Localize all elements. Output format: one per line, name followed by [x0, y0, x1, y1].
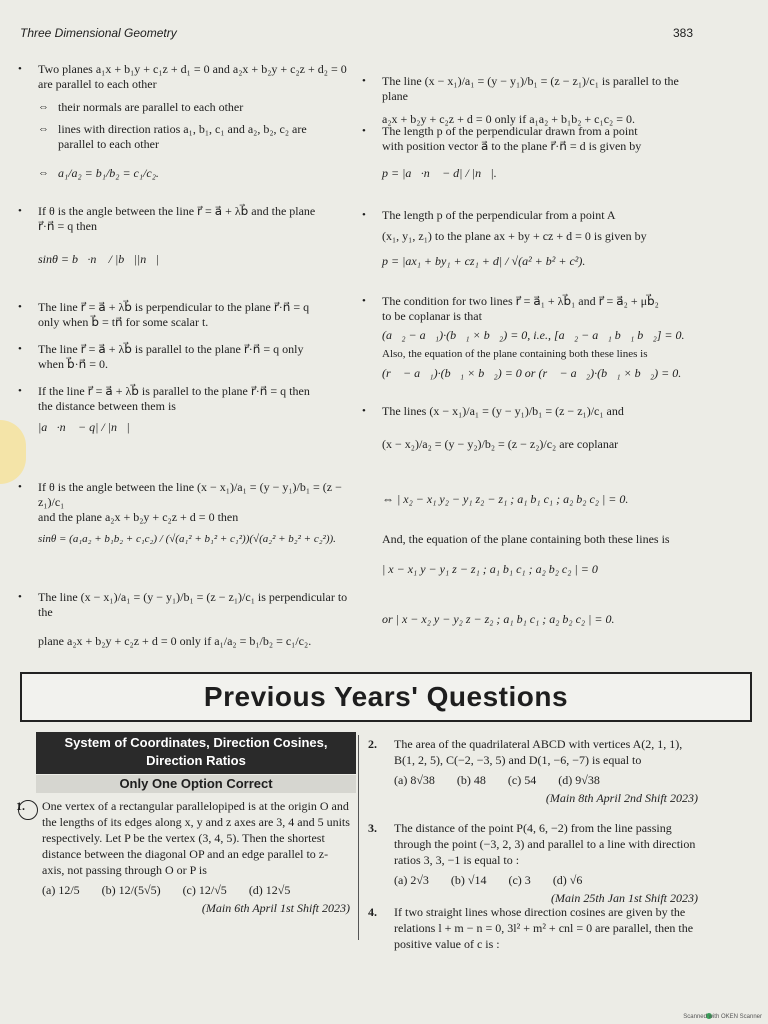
options — [42, 882, 350, 898]
list-item: ⇔ a₁/a₂ = b₁/b₂ = c₁/c₂. — [38, 166, 159, 180]
option-c: (c) 12/√5 — [182, 883, 227, 897]
scanner-watermark: Scanned with OKEN Scanner — [683, 1014, 762, 1020]
option-c: (c) 3 — [508, 873, 531, 887]
list-item: • The line (x − x₁)/a₁ = (y − y₁)/b₁ = (z − z₁)/c₁ is parallel to the plane a₂x + b₂y + c₂z + d = 0 only if a₁a₂ + b₁b₂ + c₁c₂ = 0. — [362, 74, 679, 126]
question-2: 2. The area of the quadrilateral ABCD with vertices A(2, 1, 1), B(1, 2, 5), C(−2, −3, 5) and D(1, −6, −7) is equal to (a) 8√38 (b) 48 (c) 54 (d) 9√38 (Main 8th April 2nd Shift 2023) — [368, 737, 698, 805]
list-item: ⇔ lines with direction ratios a₁, b₁, c₁ and a₂, b₂, c₂ are parallel to each other — [38, 122, 307, 151]
question-source: (Main 8th April 2nd Shift 2023) — [545, 791, 698, 805]
list-item: • The length p of the perpendicular drawn from a point with position vector a⃗ to the plane r⃗·n⃗ = d is given by p = |a⃗·n⃗ − d| / |n⃗|. — [362, 124, 642, 180]
option-c: (c) 54 — [507, 773, 537, 787]
text-line: And, the equation of the plane containing both these lines is — [382, 532, 670, 546]
formula: |a⃗·n⃗ − q| / |n⃗| — [38, 420, 130, 434]
list-item: • The line r⃗ = a⃗ + λb⃗ is perpendicular to the plane r⃗·n⃗ = q only when b⃗ = tn⃗ for some scalar t. — [18, 300, 310, 329]
determinant: or | x − x₂ y − y₂ z − z₂ ; a₁ b₁ c₁ ; a₂ b₂ c₂ | = 0. — [382, 612, 615, 626]
question-4: 4. If two straight lines whose direction cosines are given by the relations l + m − n = 0, 3l² + m² + cnl = 0 are parallel, then the positive value of c is : — [368, 905, 694, 951]
topic-heading: System of Coordinates, Direction Cosines, Direction Ratios — [36, 732, 356, 774]
list-item: ⇔ their normals are parallel to each other — [38, 100, 244, 114]
list-item: • If the line r⃗ = a⃗ + λb⃗ is parallel to the plane r⃗·n⃗ = q then the distance between them is — [18, 384, 310, 413]
section-title-box: Previous Years' Questions — [20, 672, 752, 722]
option-d: (d) 9√38 — [558, 773, 600, 787]
list-item: • If θ is the angle between the line (x − x₁)/a₁ = (y − y₁)/b₁ = (z − z₁)/c₁ and the plane a₂x + b₂y + c₂z + d = 0 then — [18, 480, 342, 524]
question-1: 1. One vertex of a rectangular parallelopiped is at the origin O and the lengths of its edges along x, y and z axes are 3, 4 and 5 units respectively. Let P be the vertex (3, 4, 5). Then the shortest distance between the diagonal OP and an edge parallel to z-axis, not passing through O or P is (a) 12/5 (b) 12/(5√5) (c) 12/√5 (d) 12√5 (Main 6th April 1st Shift 2023) — [16, 799, 350, 915]
option-b: (b) √14 — [450, 873, 487, 887]
list-item: • If θ is the angle between the line r⃗ = a⃗ + λb⃗ and the plane r⃗·n⃗ = q then — [18, 204, 316, 233]
list-item: • Two planes a₁x + b₁y + c₁z + d₁ = 0 and a₂x + b₂y + c₂z + d₂ = 0 are parallel to each other — [18, 62, 347, 91]
chapter-title: Three Dimensional Geometry — [20, 26, 177, 40]
option-a: (a) 8√38 — [394, 773, 435, 787]
option-a: (a) 2√3 — [394, 873, 429, 887]
option-a: (a) 12/5 — [42, 883, 80, 897]
option-b: (b) 12/(5√5) — [101, 883, 161, 897]
list-item: • The length p of the perpendicular from a point A (x₁, y₁, z₁) to the plane ax + by + cz + d = 0 is given by p = |ax₁ + by₁ + cz₁ + d| / √(a² + b² + c²). — [362, 208, 647, 268]
list-item: • The condition for two lines r⃗ = a⃗₁ + λb⃗₁ and r⃗ = a⃗₂ + μb⃗₂ to be coplanar is that (a⃗₂ − a⃗₁)·(b⃗₁ × b⃗₂) = 0, i.e., [a⃗₂ − a⃗₁ b⃗₁ b⃗₂] = 0. Also, the equation of the plane containing both these lines is (r⃗ − a⃗₁)·(b⃗₁ × b⃗₂) = 0 or (r⃗ − a⃗₂)·(b⃗₁ × b⃗₂) = 0. — [362, 294, 685, 380]
list-item: • The line r⃗ = a⃗ + λb⃗ is parallel to the plane r⃗·n⃗ = q only when b⃗·n⃗ = 0. — [18, 342, 304, 371]
column-divider — [358, 735, 359, 940]
list-item: • The line (x − x₁)/a₁ = (y − y₁)/b₁ = (z − z₁)/c₁ is perpendicular to the plane a₂x + b₂y + c₂z + d = 0 only if a₁/a₂ = b₁/b₂ = c₁/c₂. — [18, 590, 348, 648]
option-d: (d) √6 — [552, 873, 583, 887]
formula: sinθ = (a₁a₂ + b₁b₂ + c₁c₂) / (√(a₁² + b₁² + c₁²))(√(a₂² + b₂² + c₂²)). — [38, 533, 336, 545]
topic-subheading: Only One Option Correct — [36, 775, 356, 793]
question-source: (Main 6th April 1st Shift 2023) — [201, 901, 350, 915]
options — [394, 772, 698, 788]
determinant: ⇔ | x₂ − x₁ y₂ − y₁ z₂ − z₁ ; a₁ b₁ c₁ ; a₂ b₂ c₂ | = 0. — [382, 492, 629, 506]
question-source: (Main 25th Jan 1st Shift 2023) — [551, 891, 698, 905]
page-number: 383 — [672, 26, 693, 40]
determinant: | x − x₁ y − y₁ z − z₁ ; a₁ b₁ c₁ ; a₂ b₂ c₂ | = 0 — [382, 562, 598, 576]
option-d: (d) 12√5 — [248, 883, 291, 897]
list-item: • The lines (x − x₁)/a₁ = (y − y₁)/b₁ = (z − z₁)/c₁ and (x − x₂)/a₂ = (y − y₂)/b₂ = (z − z₂)/c₂ are coplanar — [362, 404, 624, 451]
question-3: 3. The distance of the point P(4, 6, −2) from the line passing through the point (−3, 2, 3) and parallel to a line with direction ratios 3, 3, −1 is equal to : (a) 2√3 (b) √14 (c) 3 (d) √6 (Main 25th Jan 1st Shift 2023) — [368, 821, 698, 905]
options — [394, 872, 698, 888]
option-b: (b) 48 — [456, 773, 486, 787]
formula: sinθ = b⃗·n⃗ / |b⃗||n⃗| — [38, 252, 159, 266]
